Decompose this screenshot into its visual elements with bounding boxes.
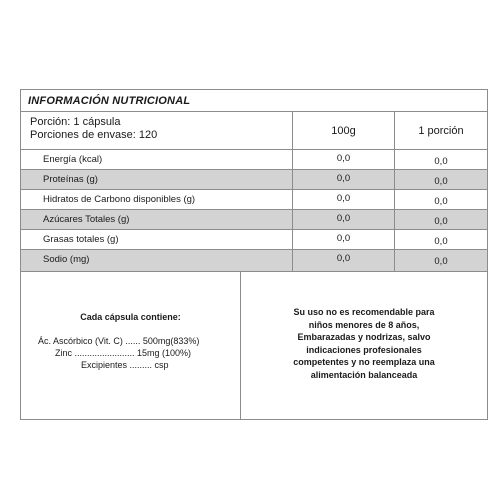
warning-line: Su uso no es recomendable para <box>293 307 435 317</box>
serving-size: Porción: 1 cápsula <box>30 116 121 128</box>
nutrient-row-protein <box>21 170 487 190</box>
nutrient-name: Proteínas (g) <box>43 174 98 185</box>
nutrient-row-sugars <box>21 210 487 230</box>
nutrient-value-100g: 0,0 <box>336 193 351 204</box>
nutrient-value-portion: 0,0 <box>434 236 448 247</box>
nutrient-name: Energía (kcal) <box>43 154 103 165</box>
nutrient-name: Hidratos de Carbono disponibles (g) <box>43 194 196 205</box>
nutrient-value-portion: 0,0 <box>434 216 448 227</box>
warning-line: indicaciones profesionales <box>306 344 422 355</box>
nutrient-name: Sodio (mg) <box>43 254 90 265</box>
label-header-row <box>21 112 487 150</box>
column-header-100g: 100g <box>331 125 356 137</box>
ingredient-vitamin-c: Ác. Ascórbico (Vit. C) ...... 500mg(833%) <box>38 336 200 346</box>
nutrient-value-portion: 0,0 <box>434 196 448 207</box>
ingredient-excipients: Excipientes ......... csp <box>81 360 169 370</box>
warning-line: niños menores de 8 años, <box>308 319 420 330</box>
capsule-contents <box>21 272 240 419</box>
nutrient-value-100g: 0,0 <box>336 153 351 164</box>
nutrient-value-100g: 0,0 <box>336 213 351 224</box>
nutrient-row-carbohydrates <box>21 190 487 210</box>
warning-line: competentes y no reemplaza una <box>293 357 435 367</box>
nutrient-name: Azúcares Totales (g) <box>43 214 130 225</box>
column-header-portion: 1 porción <box>418 125 464 137</box>
label-footer <box>21 272 487 419</box>
servings-per-container: Porciones de envase: 120 <box>30 129 158 141</box>
usage-warning <box>241 306 487 381</box>
nutrient-value-portion: 0,0 <box>434 176 448 187</box>
nutrient-row-sodium <box>21 250 487 272</box>
warning-line: alimentación balanceada <box>310 369 418 380</box>
nutrient-row-fats <box>21 230 487 250</box>
nutrition-label <box>20 89 488 420</box>
contents-heading: Cada cápsula contiene: <box>80 312 181 322</box>
nutrient-row-energy <box>21 150 487 170</box>
nutrient-value-100g: 0,0 <box>336 173 351 184</box>
ingredient-zinc: Zinc ........................ 15mg (100%) <box>55 348 192 358</box>
warning-line: Embarazadas y nodrizas, salvo <box>297 332 431 342</box>
nutrient-value-100g: 0,0 <box>336 233 351 244</box>
nutrient-value-portion: 0,0 <box>434 256 448 267</box>
label-title: INFORMACIÓN NUTRICIONAL <box>21 90 487 112</box>
serving-info <box>30 116 157 142</box>
nutrient-value-portion: 0,0 <box>434 156 448 167</box>
nutrient-value-100g: 0,0 <box>336 253 351 264</box>
nutrient-name: Grasas totales (g) <box>43 234 119 245</box>
